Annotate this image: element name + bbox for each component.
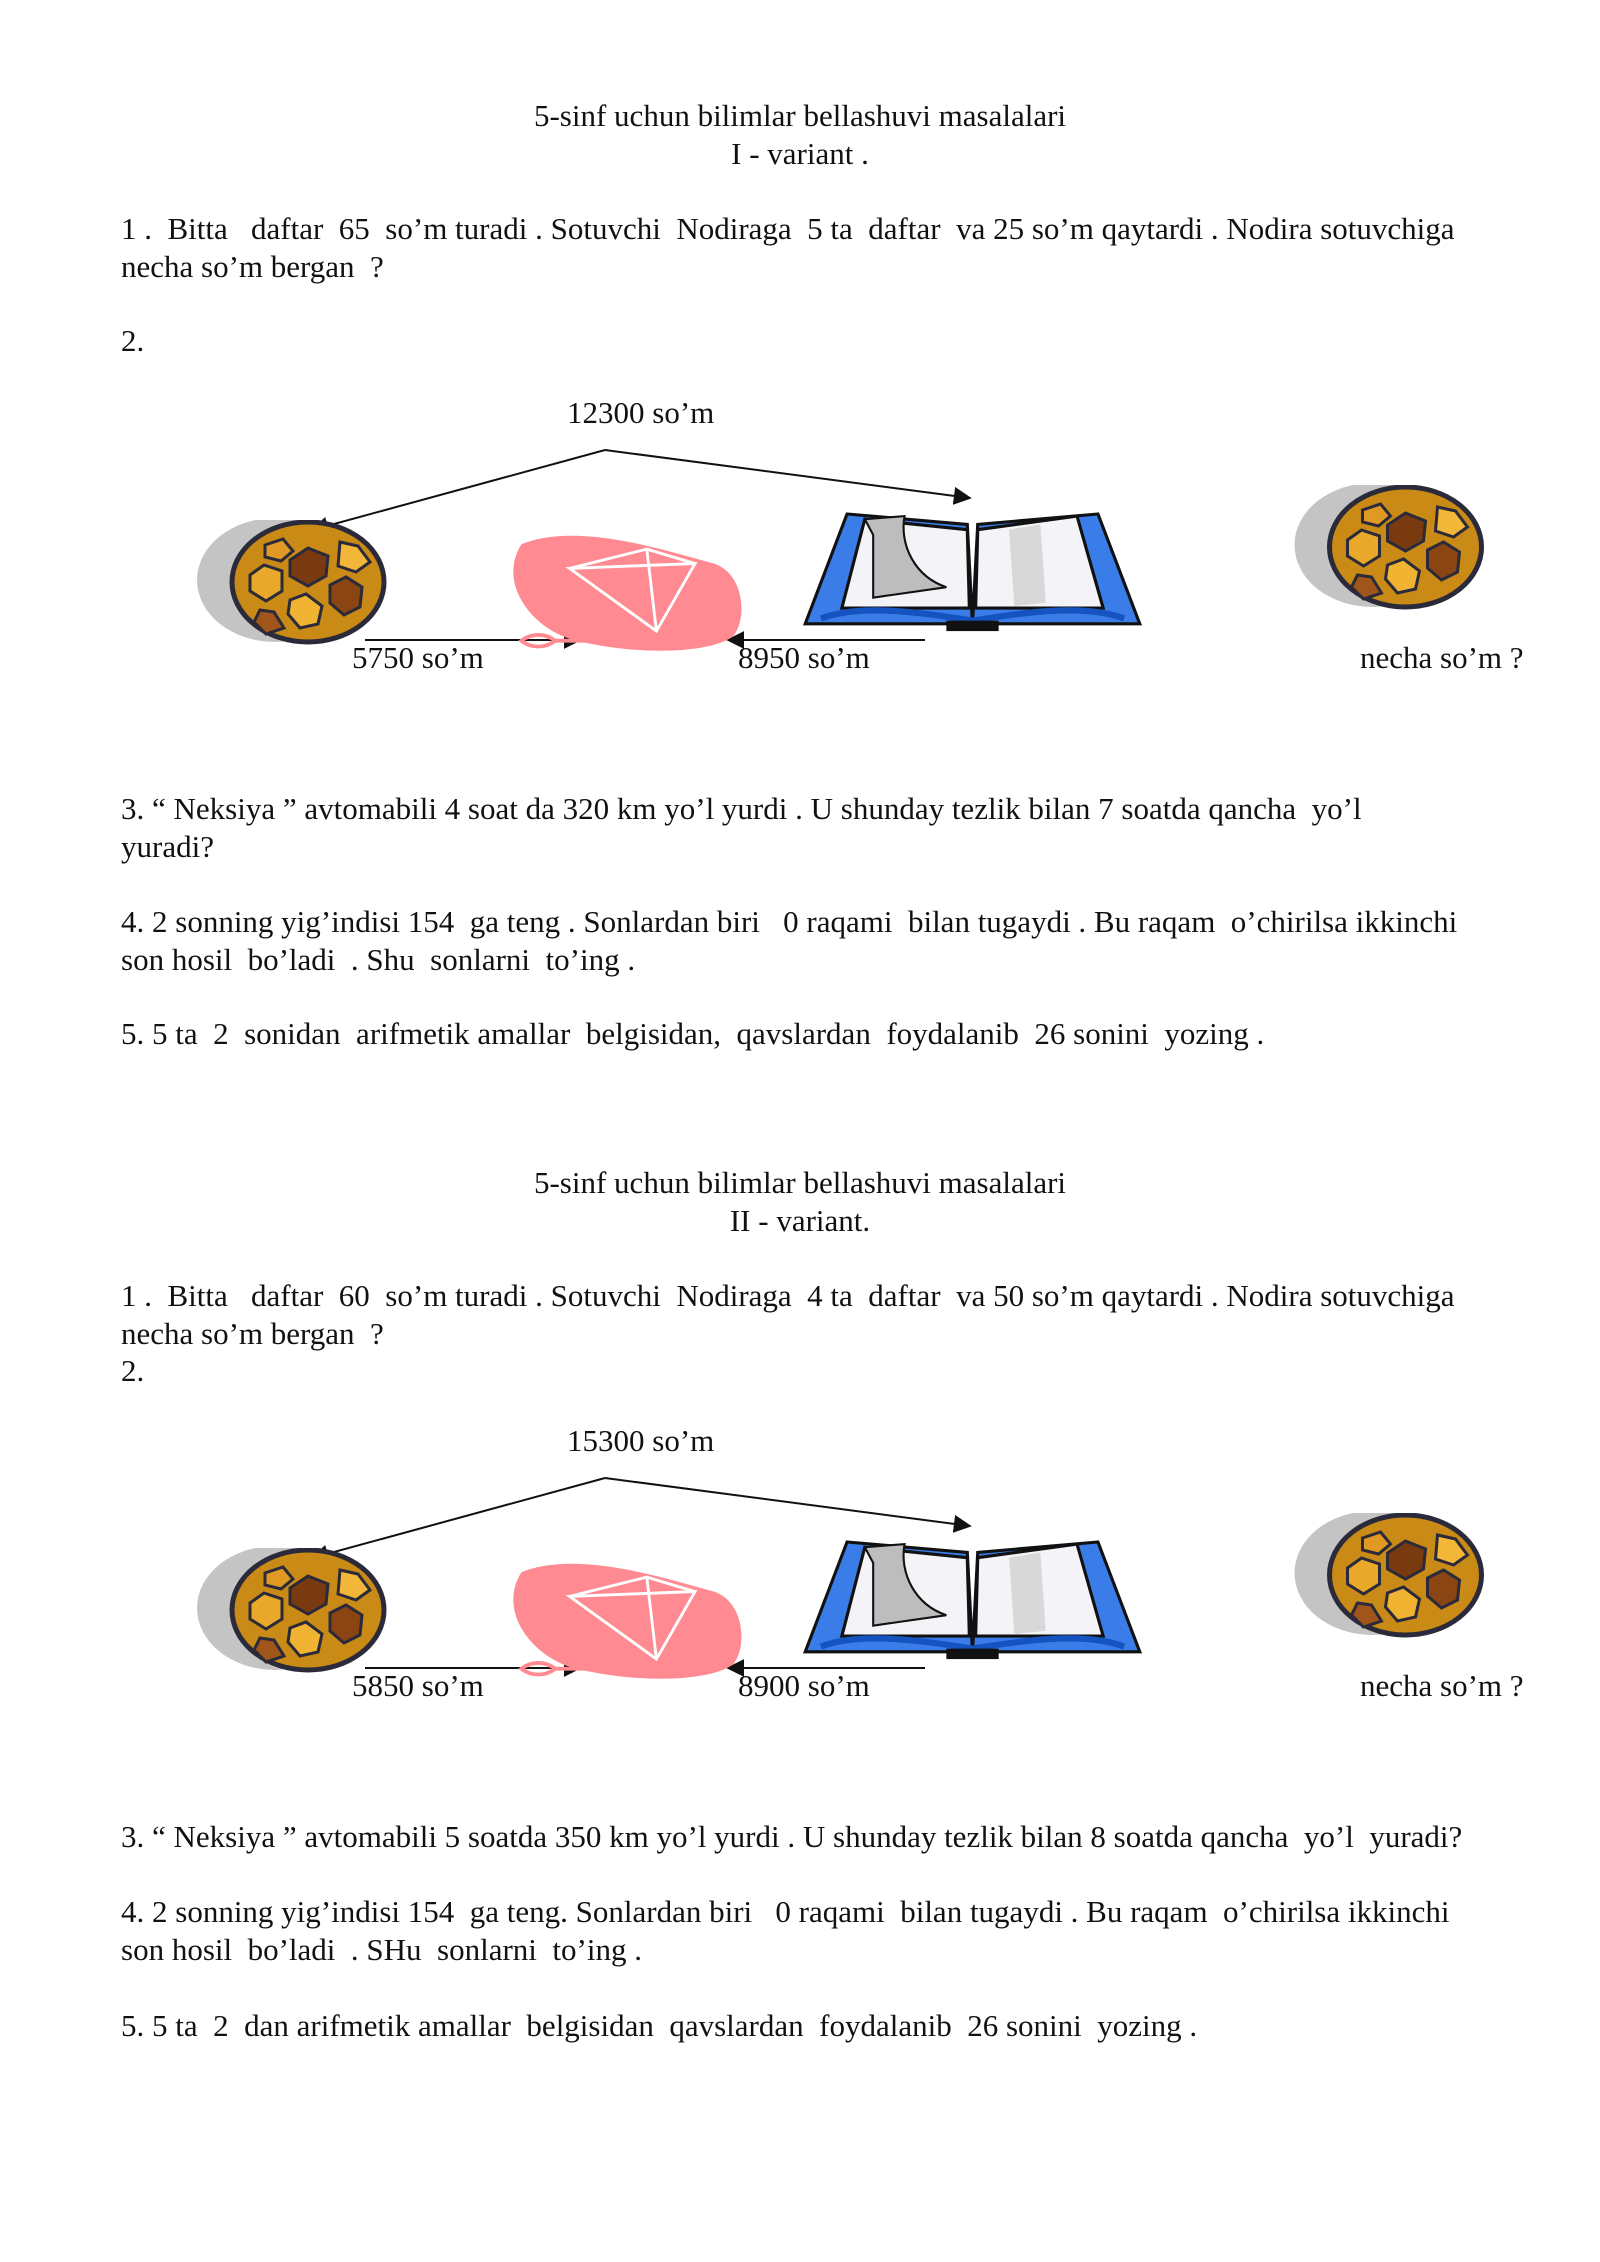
v2-question-1-line2: necha so’m bergan ? (121, 1316, 384, 1351)
v1-price-diagram (0, 385, 1600, 675)
v1-total-price: 12300 so’m (567, 395, 715, 430)
v2-question-4-line2: son hosil bo’ladi . SHu sonlarni to’ing . (121, 1932, 642, 1967)
v1-question-1-line1: 1 . Bitta daftar 65 so’m turadi . Sotuvchi Nodiraga 5 ta daftar va 25 so’m qaytardi . Nodira sotuvchiga (121, 211, 1455, 246)
v1-question-1-line2: necha so’m bergan ? (121, 249, 384, 284)
open-book-icon (805, 514, 1140, 631)
v1-middle-price: 8950 so’m (738, 640, 870, 675)
v2-question-text: necha so’m ? (1360, 1668, 1524, 1703)
v1-question-text: necha so’m ? (1360, 640, 1524, 675)
v2-question-5: 5. 5 ta 2 dan arifmetik amallar belgisidan qavslardan foydalanib 26 sonini yozing . (121, 2008, 1198, 2043)
v2-price-diagram (0, 1413, 1600, 1703)
v1-question-4-line2: son hosil bo’ladi . Shu sonlarni to’ing . (121, 942, 636, 977)
v2-left-price: 5850 so’m (352, 1668, 484, 1703)
umbrella-icon (513, 536, 741, 651)
umbrella-icon (513, 1564, 741, 1679)
variant-2-heading: 5-sinf uchun bilimlar bellashuvi masalalari (533, 1165, 1067, 1200)
v1-question-4-line1: 4. 2 sonning yig’indisi 154 ga teng . Sonlardan biri 0 raqami bilan tugaydi . Bu raqam o’chirilsa ikkinchi (121, 904, 1458, 939)
variant-1-label: I - variant . (731, 136, 869, 171)
v2-question-2-label: 2. (121, 1353, 145, 1388)
v2-middle-price: 8900 so’m (738, 1668, 870, 1703)
v1-left-price: 5750 so’m (352, 640, 484, 675)
v2-question-3: 3. “ Neksiya ” avtomabili 5 soatda 350 km yo’l yurdi . U shunday tezlik bilan 8 soatda qancha yo’l yuradi? (121, 1819, 1463, 1854)
v1-question-2-label: 2. (121, 323, 145, 358)
v1-question-3-line2: yuradi? (121, 829, 214, 864)
soccer-ball-icon (197, 1546, 384, 1670)
v1-question-5: 5. 5 ta 2 sonidan arifmetik amallar belgisidan, qavslardan foydalanib 26 sonini yozing . (121, 1016, 1265, 1051)
variant-1-heading: 5-sinf uchun bilimlar bellashuvi masalalari (533, 98, 1067, 133)
v2-question-4-line1: 4. 2 sonning yig’indisi 154 ga teng. Sonlardan biri 0 raqami bilan tugaydi . Bu raqam o’chirilsa ikkinchi (121, 1894, 1450, 1929)
v2-question-1-line1: 1 . Bitta daftar 60 so’m turadi . Sotuvchi Nodiraga 4 ta daftar va 50 so’m qaytardi . Nodira sotuvchiga (121, 1278, 1455, 1313)
v2-total-price: 15300 so’m (567, 1423, 715, 1458)
variant-2-label: II - variant. (729, 1203, 871, 1238)
open-book-icon (805, 1542, 1140, 1659)
soccer-ball-icon (1295, 1511, 1482, 1635)
v1-question-3-line1: 3. “ Neksiya ” avtomabili 4 soat da 320 km yo’l yurdi . U shunday tezlik bilan 7 soatda qancha yo’l (121, 791, 1362, 826)
soccer-ball-icon (1295, 483, 1482, 607)
soccer-ball-icon (197, 518, 384, 642)
